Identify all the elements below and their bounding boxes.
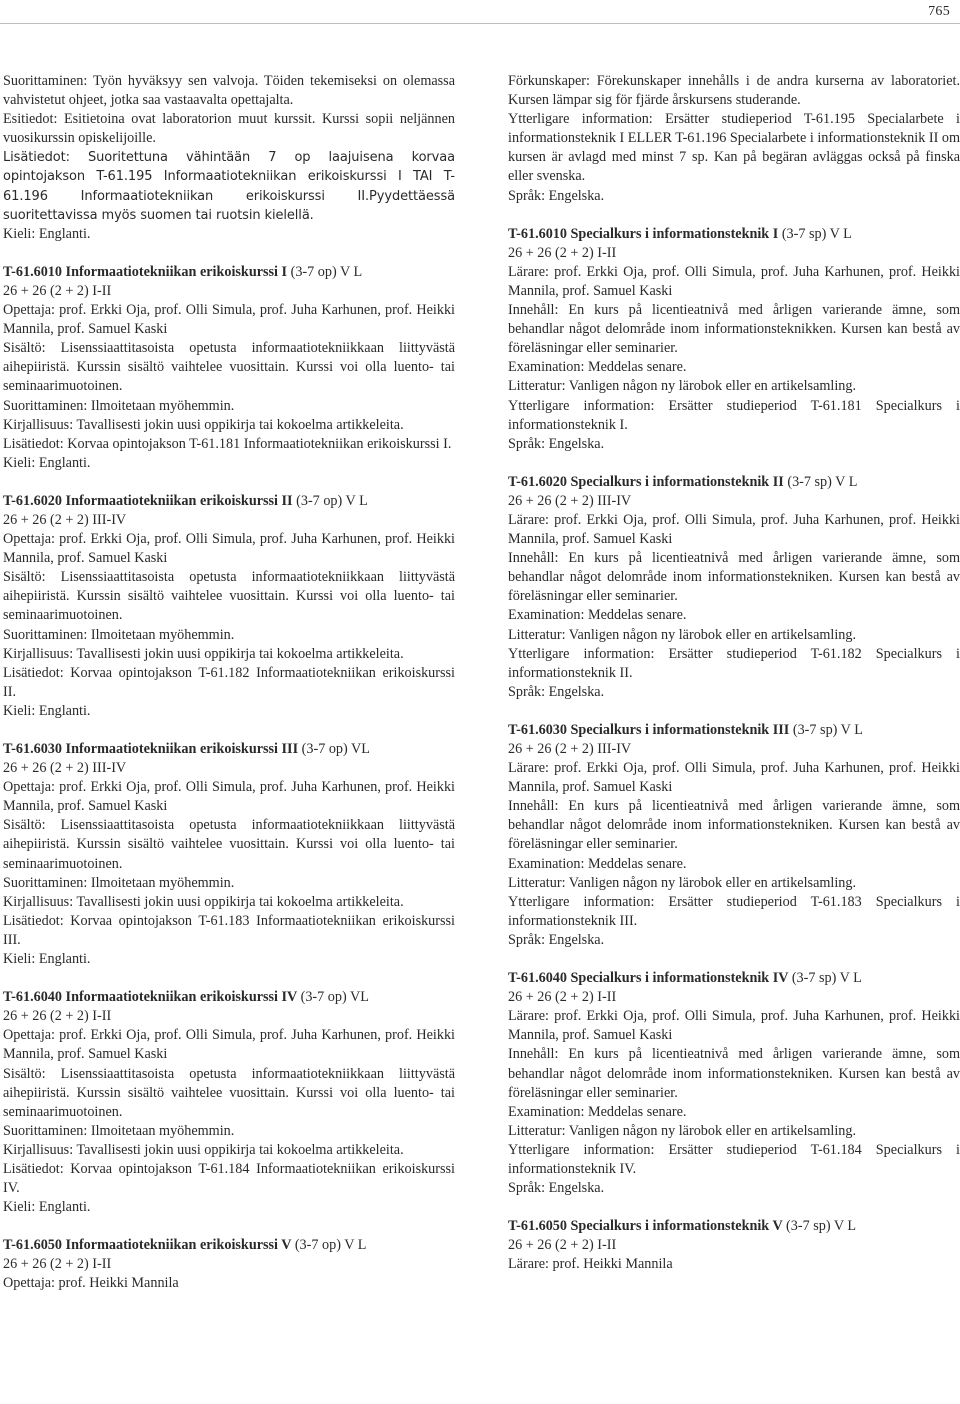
course-block <box>508 1217 960 1274</box>
course-name: Informaatiotekniikan erikoiskurssi II <box>65 492 293 509</box>
course-teachers: Opettaja: prof. Erkki Oja, prof. Olli Simula, prof. Juha Karhunen, prof. Heikki Mannila, prof. Samuel Kaski <box>3 531 455 567</box>
course-teachers: Opettaja: prof. Erkki Oja, prof. Olli Simula, prof. Juha Karhunen, prof. Heikki Mannila, prof. Samuel Kaski <box>3 1027 455 1063</box>
course-teachers: Opettaja: prof. Heikki Mannila <box>3 1275 179 1292</box>
course-hours: 26 + 26 (2 + 2) III-IV <box>508 741 632 757</box>
course-content: Innehåll: En kurs på licentieatnivå med årligen varierande ämne, som behandlar något delområde inom informationstekniken. Kursen kan bestå av föreläsningar eller seminarier. <box>508 798 960 853</box>
course-code: T-61.6050 <box>508 1218 567 1235</box>
course-completion: Suorittaminen: Ilmoitetaan myöhemmin. <box>3 874 235 891</box>
course-credits: (3-7 op) VL <box>300 989 369 1006</box>
course-language: Kieli: Englanti. <box>3 1199 91 1216</box>
intro-swedish <box>508 72 960 206</box>
course-name: Informaatiotekniikan erikoiskurssi I <box>65 263 288 280</box>
course-code: T-61.6050 <box>3 1237 62 1254</box>
header-rule <box>0 23 960 24</box>
course-literature: Kirjallisuus: Tavallisesti jokin uusi oppikirja tai kokoelma artikkeleita. <box>3 416 404 433</box>
course-credits: (3-7 sp) V L <box>781 225 852 242</box>
course-credits: (3-7 sp) V L <box>786 1218 857 1235</box>
course-completion: Suorittaminen: Ilmoitetaan myöhemmin. <box>3 1122 235 1139</box>
intro-additional: Ytterligare information: Ersätter studieperiod T-61.195 Specialarbete i informationsteknik I ELLER T-61.196 Specialarbete i informationsteknik II om kursen är avlagd med minst 7 sp. Kan på begäran avläggas också på finska eller svenska. <box>508 111 960 185</box>
intro-completion: Suorittaminen: Työn hyväksyy sen valvoja. Töiden tekemiseksi on olemassa vahvistetut ohjeet, jotka saa vastaavalta opettajalta. <box>3 73 455 109</box>
course-name: Specialkurs i informationsteknik IV <box>570 970 789 987</box>
course-title <box>508 721 960 740</box>
course-language: Språk: Engelska. <box>508 435 605 452</box>
course-hours: 26 + 26 (2 + 2) III-IV <box>3 760 127 777</box>
course-hours: 26 + 26 (2 + 2) I-II <box>3 282 112 299</box>
course-hours: 26 + 26 (2 + 2) I-II <box>3 1256 112 1273</box>
course-title <box>3 263 455 282</box>
course-credits: (3-7 op) V L <box>296 492 368 509</box>
course-name: Informaatiotekniikan erikoiskurssi IV <box>65 989 298 1006</box>
course-name: Specialkurs i informationsteknik I <box>570 225 779 242</box>
course-block <box>508 225 960 454</box>
course-name: Informaatiotekniikan erikoiskurssi III <box>65 741 299 757</box>
course-name: Informaatiotekniikan erikoiskurssi V <box>65 1237 292 1254</box>
course-code: T-61.6040 <box>3 989 62 1006</box>
course-additional: Lisätiedot: Korvaa opintojakson T-61.181 Informaatiotekniikan erikoiskurssi I. <box>3 435 452 452</box>
course-teachers: Lärare: prof. Erkki Oja, prof. Olli Simula, prof. Juha Karhunen, prof. Heikki Mannila, prof. Samuel Kaski <box>508 760 960 796</box>
course-literature: Kirjallisuus: Tavallisesti jokin uusi oppikirja tai kokoelma artikkeleita. <box>3 893 404 910</box>
course-credits: (3-7 sp) V L <box>792 721 863 738</box>
course-language: Kieli: Englanti. <box>3 702 91 719</box>
course-code: T-61.6010 <box>508 225 567 242</box>
course-literature: Kirjallisuus: Tavallisesti jokin uusi oppikirja tai kokoelma artikkeleita. <box>3 1141 404 1158</box>
course-language: Språk: Engelska. <box>508 931 605 948</box>
course-additional: Ytterligare information: Ersätter studieperiod T-61.183 Specialkurs i informationsteknik III. <box>508 893 960 929</box>
column-swedish <box>508 72 960 1293</box>
course-name: Specialkurs i informationsteknik III <box>570 721 790 738</box>
course-teachers: Lärare: prof. Erkki Oja, prof. Olli Simula, prof. Juha Karhunen, prof. Heikki Mannila, prof. Samuel Kaski <box>508 1008 960 1044</box>
course-block <box>3 740 455 969</box>
course-teachers: Opettaja: prof. Erkki Oja, prof. Olli Simula, prof. Juha Karhunen, prof. Heikki Mannila, prof. Samuel Kaski <box>3 302 455 338</box>
course-code: T-61.6010 <box>3 263 62 280</box>
course-additional: Lisätiedot: Korvaa opintojakson T-61.183 Informaatiotekniikan erikoiskurssi III. <box>3 912 455 948</box>
course-hours: 26 + 26 (2 + 2) I-II <box>508 244 617 261</box>
course-content: Innehåll: En kurs på licentieatnivå med årligen varierande ämne, som behandlar något delområde inom informationsteknikken. Kursen kan bestå av föreläsningar eller seminarier. <box>508 302 960 357</box>
course-language: Kieli: Englanti. <box>3 951 91 968</box>
course-content: Sisältö: Lisenssiaattitasoista opetusta informaatiotekniikkaan liittyvästä aihepiiristä. Kurssin sisältö vaihtelee vuosittain. Kurssi voi olla luento- tai seminaarimuotoinen. <box>3 817 455 872</box>
course-additional: Lisätiedot: Korvaa opintojakson T-61.182 Informaatiotekniikan erikoiskurssi II. <box>3 664 455 700</box>
course-block <box>3 1236 455 1293</box>
course-code: T-61.6020 <box>508 473 567 490</box>
course-code: T-61.6030 <box>3 741 62 757</box>
course-literature: Litteratur: Vanligen någon ny lärobok eller en artikelsamling. <box>508 378 857 395</box>
course-content: Innehåll: En kurs på licentieatnivå med årligen varierande ämne, som behandlar något delområde inom informationstekniken. Kursen kan bestå av föreläsningar eller seminarier. <box>508 1046 960 1101</box>
course-completion: Suorittaminen: Ilmoitetaan myöhemmin. <box>3 397 235 414</box>
course-teachers: Lärare: prof. Heikki Mannila <box>508 1256 673 1273</box>
course-teachers: Opettaja: prof. Erkki Oja, prof. Olli Simula, prof. Juha Karhunen, prof. Heikki Mannila, prof. Samuel Kaski <box>3 779 455 815</box>
course-exam: Examination: Meddelas senare. <box>508 607 687 624</box>
course-block <box>508 969 960 1198</box>
intro-language: Kieli: Englanti. <box>3 225 91 242</box>
course-hours: 26 + 26 (2 + 2) I-II <box>508 989 617 1006</box>
course-teachers: Lärare: prof. Erkki Oja, prof. Olli Simula, prof. Juha Karhunen, prof. Heikki Mannila, prof. Samuel Kaski <box>508 511 960 548</box>
course-additional: Ytterligare information: Ersätter studieperiod T-61.182 Specialkurs i informationsteknik II. <box>508 645 960 681</box>
course-block <box>3 492 455 721</box>
intro-prerequisites: Esitiedot: Esitietoina ovat laboratorion muut kurssit. Kurssi sopii neljännen vuosikurssin opiskelijoille. <box>3 111 455 147</box>
course-credits: (3-7 sp) V L <box>787 473 858 490</box>
course-language: Språk: Engelska. <box>508 1180 605 1197</box>
course-title <box>3 740 455 759</box>
course-hours: 26 + 26 (2 + 2) III-IV <box>3 511 127 528</box>
course-teachers: Lärare: prof. Erkki Oja, prof. Olli Simula, prof. Juha Karhunen, prof. Heikki Mannila, prof. Samuel Kaski <box>508 263 960 299</box>
course-credits: (3-7 op) V L <box>294 1237 367 1254</box>
course-block <box>3 988 455 1217</box>
course-name: Specialkurs i informationsteknik V <box>570 1218 783 1235</box>
course-content: Sisältö: Lisenssiaattitasoista opetusta informaatiotekniikkaan liittyvästä aihepiiristä. Kurssin sisältö vaihtelee vuosittain. Kurssi voi olla luento- tai seminaarimuotoinen. <box>3 1065 455 1120</box>
course-additional: Ytterligare information: Ersätter studieperiod T-61.184 Specialkurs i informationsteknik IV. <box>508 1141 960 1177</box>
course-block <box>3 263 455 473</box>
course-exam: Examination: Meddelas senare. <box>508 1103 687 1120</box>
column-finnish <box>3 72 455 1313</box>
course-additional: Lisätiedot: Korvaa opintojakson T-61.184 Informaatiotekniikan erikoiskurssi IV. <box>3 1160 455 1197</box>
course-title <box>508 473 960 492</box>
course-credits: (3-7 sp) V L <box>791 970 862 987</box>
page-number: 765 <box>928 4 950 19</box>
course-exam: Examination: Meddelas senare. <box>508 855 687 872</box>
course-title <box>508 969 960 988</box>
course-literature: Litteratur: Vanligen någon ny lärobok eller en artikelsamling. <box>508 626 857 643</box>
course-language: Kieli: Englanti. <box>3 454 91 471</box>
course-language: Språk: Engelska. <box>508 683 605 700</box>
course-content: Innehåll: En kurs på licentieatnivå med årligen varierande ämne, som behandlar något delområde inom informationstekniken. Kursen kan bestå av föreläsningar eller seminarier. <box>508 550 960 605</box>
course-credits: (3-7 op) V L <box>290 263 363 280</box>
course-title <box>3 1236 455 1255</box>
intro-language: Språk: Engelska. <box>508 187 605 204</box>
course-block <box>508 721 960 950</box>
course-hours: 26 + 26 (2 + 2) I-II <box>3 1008 112 1025</box>
course-hours: 26 + 26 (2 + 2) I-II <box>508 1237 617 1254</box>
course-credits: (3-7 op) VL <box>301 741 370 757</box>
course-additional: Ytterligare information: Ersätter studieperiod T-61.181 Specialkurs i informationsteknik I. <box>508 397 960 433</box>
course-block <box>508 473 960 702</box>
course-code: T-61.6030 <box>508 721 567 738</box>
course-literature: Kirjallisuus: Tavallisesti jokin uusi oppikirja tai kokoelma artikkeleita. <box>3 645 404 662</box>
intro-prerequisites: Förkunskaper: Förekunskaper innehålls i de andra kurserna av laboratoriet. Kursen lämpar sig för fjärde årskursens studerande. <box>508 73 960 109</box>
course-literature: Litteratur: Vanligen någon ny lärobok eller en artikelsamling. <box>508 874 857 891</box>
course-code: T-61.6020 <box>3 492 62 509</box>
course-title <box>508 1217 960 1236</box>
course-title <box>3 492 455 511</box>
intro-additional: Lisätiedot: Suoritettuna vähintään 7 op laajuisena korvaa opintojakson T-61.195 Informaatiotekniikan erikoiskurssi I TAI T-61.196 Informaatiotekniikan erikoiskurssi II.Pyydettäessä suoritettavissa myös suomen tai ruotsin kielellä. <box>3 150 455 223</box>
course-content: Sisältö: Lisenssiaattitasoista opetusta informaatiotekniikkaan liittyvästä aihepiiristä. Kurssin sisältö vaihtelee vuosittain. Kurssi voi olla luento- tai seminaarimuotoinen. <box>3 340 455 395</box>
course-literature: Litteratur: Vanligen någon ny lärobok eller en artikelsamling. <box>508 1122 857 1139</box>
course-code: T-61.6040 <box>508 970 567 987</box>
course-completion: Suorittaminen: Ilmoitetaan myöhemmin. <box>3 626 235 643</box>
course-exam: Examination: Meddelas senare. <box>508 359 687 376</box>
course-hours: 26 + 26 (2 + 2) III-IV <box>508 492 632 509</box>
intro-finnish <box>3 72 455 244</box>
course-title <box>3 988 455 1007</box>
course-content: Sisältö: Lisenssiaattitasoista opetusta informaatiotekniikkaan liittyvästä aihepiiristä. Kurssin sisältö vaihtelee vuosittain. Kurssi voi olla luento- tai seminaarimuotoinen. <box>3 569 455 624</box>
course-title <box>508 225 960 244</box>
course-name: Specialkurs i informationsteknik II <box>570 473 784 490</box>
